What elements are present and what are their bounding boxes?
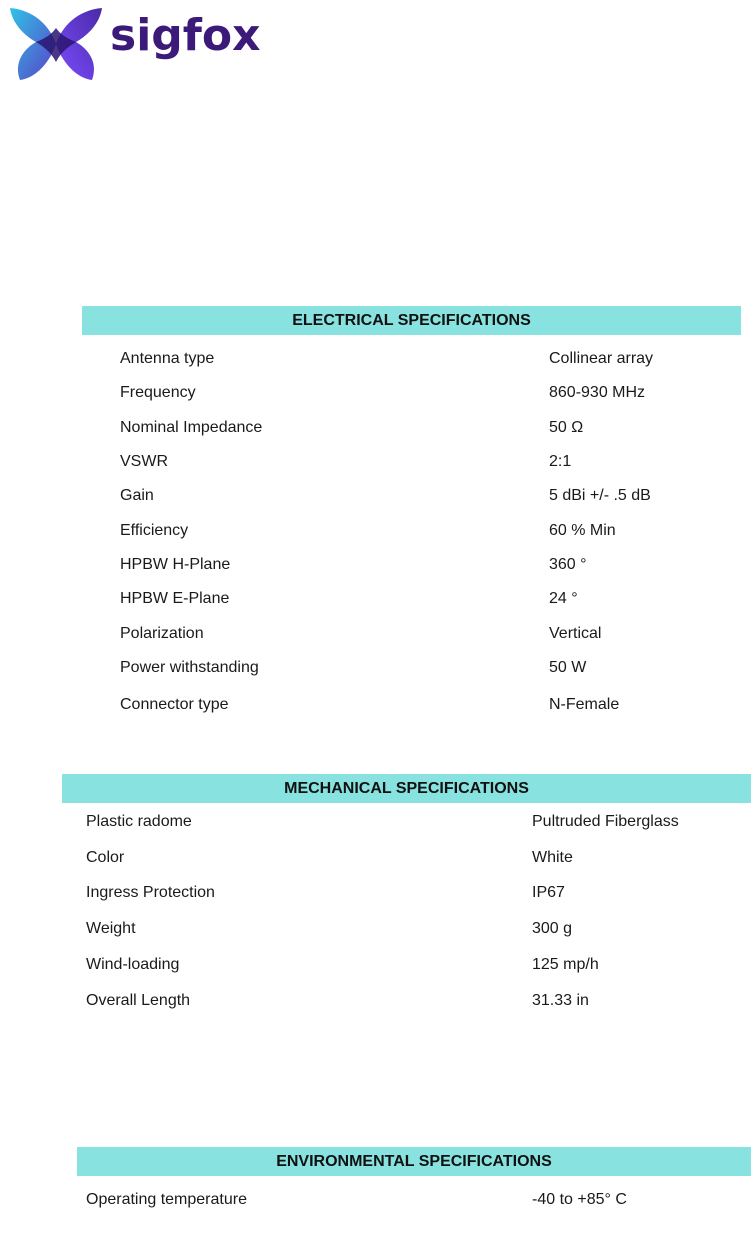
- electrical-spec-value: 5 dBi +/- .5 dB: [549, 487, 651, 504]
- brand-wordmark: sigfox: [110, 10, 261, 61]
- sigfox-logo: [6, 4, 261, 86]
- electrical-spec-label: Polarization: [120, 625, 204, 642]
- electrical-spec-label: Power withstanding: [120, 659, 259, 676]
- mechanical-spec-label: Weight: [86, 920, 136, 937]
- environmental-specs-header: ENVIRONMENTAL SPECIFICATIONS: [77, 1147, 751, 1176]
- electrical-spec-label: Connector type: [120, 696, 229, 713]
- mechanical-spec-value: Pultruded Fiberglass: [532, 813, 679, 830]
- electrical-spec-label: HPBW H-Plane: [120, 556, 231, 573]
- environmental-spec-label: Operating temperature: [86, 1191, 247, 1208]
- electrical-spec-value: Collinear array: [549, 350, 654, 367]
- mechanical-spec-label: Color: [86, 849, 125, 866]
- mechanical-spec-label: Ingress Protection: [86, 884, 215, 901]
- mechanical-spec-value: White: [532, 849, 573, 866]
- electrical-specs-header: ELECTRICAL SPECIFICATIONS: [82, 306, 741, 335]
- mechanical-spec-value: IP67: [532, 884, 565, 901]
- electrical-spec-value: 360 °: [549, 556, 587, 573]
- electrical-spec-value: 24 °: [549, 590, 578, 607]
- mechanical-specs-header: MECHANICAL SPECIFICATIONS: [62, 774, 751, 803]
- electrical-spec-label: VSWR: [120, 453, 168, 470]
- electrical-spec-value: 860-930 MHz: [549, 384, 646, 401]
- electrical-spec-value: N-Female: [549, 696, 620, 713]
- electrical-spec-value: Vertical: [549, 625, 602, 642]
- electrical-spec-label: Frequency: [120, 384, 196, 401]
- mechanical-spec-label: Plastic radome: [86, 813, 192, 830]
- mechanical-spec-label: Overall Length: [86, 992, 191, 1009]
- mechanical-spec-value: 125 mp/h: [532, 956, 599, 973]
- mechanical-spec-value: 31.33 in: [532, 992, 589, 1009]
- electrical-spec-label: Nominal Impedance: [120, 419, 263, 436]
- electrical-spec-label: HPBW E-Plane: [120, 590, 230, 607]
- mechanical-spec-value: 300 g: [532, 920, 573, 937]
- mechanical-spec-label: Wind-loading: [86, 956, 180, 973]
- electrical-spec-value: 60 % Min: [549, 522, 616, 539]
- environmental-spec-value: -40 to +85° C: [532, 1191, 627, 1208]
- sigfox-butterfly-icon: [6, 4, 106, 82]
- electrical-spec-value: 50 Ω: [549, 419, 584, 436]
- electrical-spec-value: 2:1: [549, 453, 572, 470]
- electrical-spec-label: Gain: [120, 487, 154, 504]
- electrical-spec-value: 50 W: [549, 659, 587, 676]
- electrical-spec-label: Efficiency: [120, 522, 189, 539]
- electrical-spec-label: Antenna type: [120, 350, 215, 367]
